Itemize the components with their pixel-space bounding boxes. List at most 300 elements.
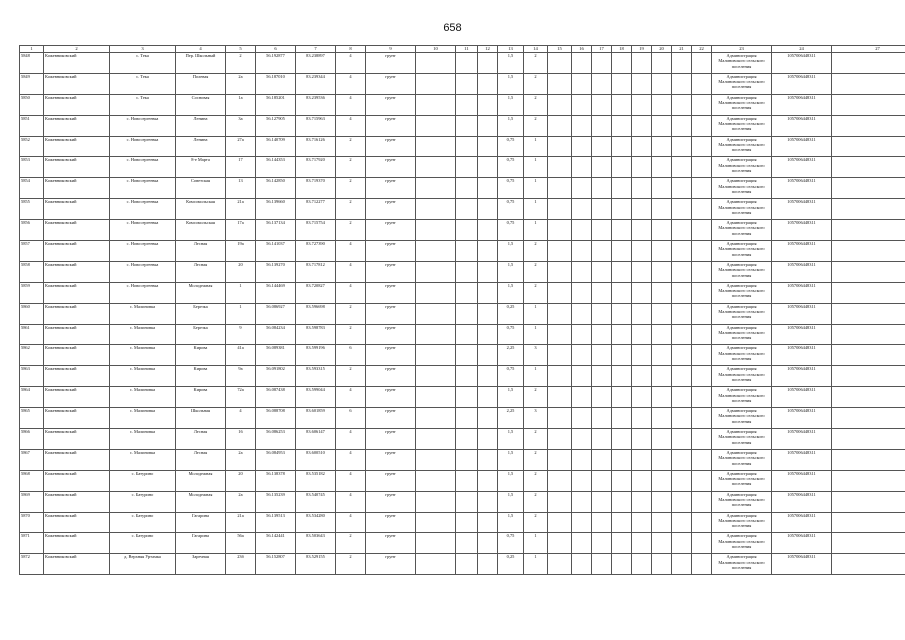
table-body bbox=[20, 53, 905, 575]
locality-cell: с. Тека bbox=[110, 73, 176, 94]
column-number-header: 12 bbox=[478, 46, 498, 53]
empty-cell bbox=[692, 408, 712, 429]
district-cell: Кожевниковский bbox=[44, 136, 110, 157]
empty-cell bbox=[478, 449, 498, 470]
district-cell: Кожевниковский bbox=[44, 387, 110, 408]
district-cell: Кожевниковский bbox=[44, 178, 110, 199]
latitude-cell: 56.084953 bbox=[256, 449, 296, 470]
ogrn-cell: 1057006448311 bbox=[772, 408, 832, 429]
district-cell: Кожевниковский bbox=[44, 199, 110, 220]
empty-cell bbox=[416, 554, 456, 575]
house-cell: 3а bbox=[226, 115, 256, 136]
house-cell: 2а bbox=[226, 449, 256, 470]
area-cell: 1,5 bbox=[498, 429, 524, 450]
owner-cell: Администрация Малиновского сельского поселения bbox=[712, 199, 772, 220]
empty-cell bbox=[416, 324, 456, 345]
empty-cell bbox=[692, 449, 712, 470]
empty-cell bbox=[572, 53, 592, 74]
empty-cell bbox=[478, 157, 498, 178]
street-cell: Молодежная bbox=[176, 470, 226, 491]
column-number-header: 23 bbox=[712, 46, 772, 53]
empty-cell bbox=[832, 261, 905, 282]
empty-cell bbox=[672, 261, 692, 282]
empty-cell bbox=[416, 94, 456, 115]
bins-count-cell: 2 bbox=[524, 53, 548, 74]
empty-cell bbox=[416, 491, 456, 512]
house-cell: 17а bbox=[226, 220, 256, 241]
empty-cell bbox=[478, 387, 498, 408]
empty-cell bbox=[652, 178, 672, 199]
empty-cell bbox=[672, 491, 692, 512]
house-cell: 1 bbox=[226, 303, 256, 324]
bins-count-cell: 3 bbox=[524, 408, 548, 429]
empty-cell bbox=[672, 554, 692, 575]
district-cell: Кожевниковский bbox=[44, 345, 110, 366]
area-cell: 0,75 bbox=[498, 136, 524, 157]
empty-cell bbox=[612, 157, 632, 178]
district-cell: Кожевниковский bbox=[44, 303, 110, 324]
longitude-cell: 83.712277 bbox=[296, 199, 336, 220]
empty-cell bbox=[632, 533, 652, 554]
district-cell: Кожевниковский bbox=[44, 53, 110, 74]
empty-cell bbox=[592, 53, 612, 74]
longitude-cell: 83.720827 bbox=[296, 282, 336, 303]
empty-cell bbox=[572, 73, 592, 94]
column-number-header: 21 bbox=[672, 46, 692, 53]
row-number-cell: 5867 bbox=[20, 449, 44, 470]
ogrn-cell: 1057006448311 bbox=[772, 178, 832, 199]
empty-cell bbox=[652, 345, 672, 366]
ogrn-cell: 1057006448311 bbox=[772, 345, 832, 366]
owner-cell: Администрация Малиновского сельского поселения bbox=[712, 136, 772, 157]
empty-cell bbox=[478, 261, 498, 282]
empty-cell bbox=[456, 429, 478, 450]
empty-cell bbox=[832, 94, 905, 115]
area-cell: 1,5 bbox=[498, 491, 524, 512]
column-number-header: 15 bbox=[548, 46, 572, 53]
column-8-cell: 6 bbox=[336, 345, 366, 366]
latitude-cell: 56.142441 bbox=[256, 533, 296, 554]
latitude-cell: 56.087438 bbox=[256, 387, 296, 408]
empty-cell bbox=[672, 241, 692, 262]
empty-cell bbox=[572, 261, 592, 282]
empty-cell bbox=[612, 470, 632, 491]
empty-cell bbox=[672, 53, 692, 74]
table-row bbox=[20, 53, 905, 74]
empty-cell bbox=[672, 94, 692, 115]
empty-cell bbox=[572, 178, 592, 199]
empty-cell bbox=[632, 261, 652, 282]
ogrn-cell: 1057006448311 bbox=[772, 470, 832, 491]
empty-cell bbox=[456, 282, 478, 303]
empty-cell bbox=[832, 470, 905, 491]
ogrn-cell: 1057006448311 bbox=[772, 387, 832, 408]
empty-cell bbox=[692, 303, 712, 324]
column-8-cell: 2 bbox=[336, 136, 366, 157]
ogrn-cell: 1057006448311 bbox=[772, 282, 832, 303]
row-number-cell: 5871 bbox=[20, 533, 44, 554]
bins-count-cell: 1 bbox=[524, 366, 548, 387]
surface-cell: грунт bbox=[366, 345, 416, 366]
empty-cell bbox=[692, 199, 712, 220]
empty-cell bbox=[612, 303, 632, 324]
ogrn-cell: 1057006448311 bbox=[772, 115, 832, 136]
empty-cell bbox=[478, 115, 498, 136]
district-cell: Кожевниковский bbox=[44, 94, 110, 115]
empty-cell bbox=[692, 115, 712, 136]
street-cell: Гагарина bbox=[176, 512, 226, 533]
owner-cell: Администрация Малиновского сельского поселения bbox=[712, 261, 772, 282]
house-cell: 2а bbox=[226, 73, 256, 94]
empty-cell bbox=[478, 136, 498, 157]
empty-cell bbox=[632, 94, 652, 115]
empty-cell bbox=[478, 345, 498, 366]
longitude-cell: 83.719370 bbox=[296, 178, 336, 199]
bins-count-cell: 1 bbox=[524, 157, 548, 178]
house-cell: 72а bbox=[226, 387, 256, 408]
ogrn-cell: 1057006448311 bbox=[772, 303, 832, 324]
empty-cell bbox=[572, 303, 592, 324]
empty-cell bbox=[592, 533, 612, 554]
district-cell: Кожевниковский bbox=[44, 324, 110, 345]
latitude-cell: 56.142850 bbox=[256, 178, 296, 199]
locality-cell: с. Малиновка bbox=[110, 324, 176, 345]
empty-cell bbox=[478, 220, 498, 241]
surface-cell: грунт bbox=[366, 241, 416, 262]
owner-cell: Администрация Малиновского сельского поселения bbox=[712, 408, 772, 429]
street-cell: Комсомольская bbox=[176, 199, 226, 220]
column-number-row bbox=[20, 46, 905, 53]
owner-cell: Администрация Малиновского сельского поселения bbox=[712, 241, 772, 262]
ogrn-cell: 1057006448311 bbox=[772, 449, 832, 470]
column-8-cell: 2 bbox=[336, 220, 366, 241]
table-row bbox=[20, 491, 905, 512]
street-cell: 8-е Марта bbox=[176, 157, 226, 178]
empty-cell bbox=[592, 408, 612, 429]
house-cell: 1а bbox=[226, 94, 256, 115]
longitude-cell: 83.715963 bbox=[296, 115, 336, 136]
bins-count-cell: 1 bbox=[524, 136, 548, 157]
locality-cell: с. Новосергеевка bbox=[110, 199, 176, 220]
empty-cell bbox=[692, 136, 712, 157]
locality-cell: с. Батурино bbox=[110, 470, 176, 491]
empty-cell bbox=[572, 94, 592, 115]
empty-cell bbox=[652, 220, 672, 241]
empty-cell bbox=[652, 470, 672, 491]
empty-cell bbox=[652, 241, 672, 262]
district-cell: Кожевниковский bbox=[44, 470, 110, 491]
bins-count-cell: 2 bbox=[524, 241, 548, 262]
column-8-cell: 2 bbox=[336, 178, 366, 199]
empty-cell bbox=[548, 491, 572, 512]
row-number-cell: 5857 bbox=[20, 241, 44, 262]
district-cell: Кожевниковский bbox=[44, 241, 110, 262]
district-cell: Кожевниковский bbox=[44, 512, 110, 533]
surface-cell: грунт bbox=[366, 178, 416, 199]
longitude-cell: 83.239536 bbox=[296, 94, 336, 115]
empty-cell bbox=[456, 53, 478, 74]
column-number-header: 27 bbox=[832, 46, 905, 53]
column-number-header: 17 bbox=[592, 46, 612, 53]
column-8-cell: 4 bbox=[336, 449, 366, 470]
bins-count-cell: 1 bbox=[524, 324, 548, 345]
empty-cell bbox=[672, 178, 692, 199]
empty-cell bbox=[456, 136, 478, 157]
longitude-cell: 83.599196 bbox=[296, 345, 336, 366]
empty-cell bbox=[832, 554, 905, 575]
table-row bbox=[20, 73, 905, 94]
empty-cell bbox=[692, 241, 712, 262]
column-number-header: 13 bbox=[498, 46, 524, 53]
empty-cell bbox=[692, 94, 712, 115]
empty-cell bbox=[652, 429, 672, 450]
empty-cell bbox=[632, 115, 652, 136]
table-row bbox=[20, 512, 905, 533]
empty-cell bbox=[692, 429, 712, 450]
table-row bbox=[20, 199, 905, 220]
empty-cell bbox=[592, 387, 612, 408]
column-8-cell: 6 bbox=[336, 408, 366, 429]
owner-cell: Администрация Малиновского сельского поселения bbox=[712, 512, 772, 533]
empty-cell bbox=[832, 491, 905, 512]
empty-cell bbox=[478, 303, 498, 324]
empty-cell bbox=[632, 512, 652, 533]
empty-cell bbox=[416, 408, 456, 429]
empty-cell bbox=[652, 554, 672, 575]
empty-cell bbox=[672, 115, 692, 136]
owner-cell: Администрация Малиновского сельского поселения bbox=[712, 282, 772, 303]
empty-cell bbox=[572, 220, 592, 241]
column-number-header: 5 bbox=[226, 46, 256, 53]
row-number-cell: 5856 bbox=[20, 220, 44, 241]
empty-cell bbox=[478, 408, 498, 429]
house-cell: 23б bbox=[226, 554, 256, 575]
empty-cell bbox=[592, 512, 612, 533]
area-cell: 1,5 bbox=[498, 470, 524, 491]
ogrn-cell: 1057006448311 bbox=[772, 53, 832, 74]
owner-cell: Администрация Малиновского сельского поселения bbox=[712, 157, 772, 178]
empty-cell bbox=[416, 387, 456, 408]
street-cell: Сосновая bbox=[176, 94, 226, 115]
empty-cell bbox=[456, 470, 478, 491]
empty-cell bbox=[478, 282, 498, 303]
empty-cell bbox=[592, 115, 612, 136]
street-cell: Лесная bbox=[176, 429, 226, 450]
empty-cell bbox=[632, 491, 652, 512]
empty-cell bbox=[416, 53, 456, 74]
owner-cell: Администрация Малиновского сельского поселения bbox=[712, 115, 772, 136]
owner-cell: Администрация Малиновского сельского поселения bbox=[712, 491, 772, 512]
empty-cell bbox=[832, 115, 905, 136]
empty-cell bbox=[652, 449, 672, 470]
area-cell: 1,5 bbox=[498, 53, 524, 74]
district-cell: Кожевниковский bbox=[44, 220, 110, 241]
empty-cell bbox=[632, 53, 652, 74]
empty-cell bbox=[592, 324, 612, 345]
district-cell: Кожевниковский bbox=[44, 115, 110, 136]
house-cell: 9а bbox=[226, 366, 256, 387]
empty-cell bbox=[456, 366, 478, 387]
district-cell: Кожевниковский bbox=[44, 366, 110, 387]
empty-cell bbox=[632, 449, 652, 470]
latitude-cell: 56.086927 bbox=[256, 303, 296, 324]
bins-count-cell: 1 bbox=[524, 303, 548, 324]
street-cell: Комсомольская bbox=[176, 220, 226, 241]
latitude-cell: 56.144469 bbox=[256, 282, 296, 303]
house-cell: 27а bbox=[226, 136, 256, 157]
empty-cell bbox=[652, 53, 672, 74]
table-row bbox=[20, 94, 905, 115]
empty-cell bbox=[548, 261, 572, 282]
table-row bbox=[20, 387, 905, 408]
empty-cell bbox=[692, 324, 712, 345]
street-cell: Полевая bbox=[176, 73, 226, 94]
surface-cell: грунт bbox=[366, 554, 416, 575]
empty-cell bbox=[572, 282, 592, 303]
house-cell: 13 bbox=[226, 178, 256, 199]
ogrn-cell: 1057006448311 bbox=[772, 512, 832, 533]
empty-cell bbox=[692, 220, 712, 241]
latitude-cell: 56.140709 bbox=[256, 136, 296, 157]
page-number: 658 bbox=[443, 22, 462, 34]
empty-cell bbox=[548, 324, 572, 345]
locality-cell: с. Малиновка bbox=[110, 345, 176, 366]
latitude-cell: 56.089381 bbox=[256, 345, 296, 366]
column-8-cell: 4 bbox=[336, 73, 366, 94]
area-cell: 0,25 bbox=[498, 554, 524, 575]
empty-cell bbox=[652, 115, 672, 136]
empty-cell bbox=[832, 178, 905, 199]
empty-cell bbox=[652, 73, 672, 94]
area-cell: 1,5 bbox=[498, 282, 524, 303]
owner-cell: Администрация Малиновского сельского поселения bbox=[712, 470, 772, 491]
empty-cell bbox=[632, 554, 652, 575]
empty-cell bbox=[416, 449, 456, 470]
area-cell: 1,5 bbox=[498, 261, 524, 282]
empty-cell bbox=[632, 345, 652, 366]
column-8-cell: 2 bbox=[336, 533, 366, 554]
empty-cell bbox=[652, 533, 672, 554]
column-number-header: 9 bbox=[366, 46, 416, 53]
empty-cell bbox=[456, 449, 478, 470]
street-cell: Кирова bbox=[176, 387, 226, 408]
latitude-cell: 56.084234 bbox=[256, 324, 296, 345]
empty-cell bbox=[456, 303, 478, 324]
empty-cell bbox=[416, 345, 456, 366]
column-number-header: 11 bbox=[456, 46, 478, 53]
empty-cell bbox=[478, 73, 498, 94]
column-number-header: 4 bbox=[176, 46, 226, 53]
ogrn-cell: 1057006448311 bbox=[772, 157, 832, 178]
empty-cell bbox=[832, 53, 905, 74]
empty-cell bbox=[456, 199, 478, 220]
row-number-cell: 5858 bbox=[20, 261, 44, 282]
street-cell: Березка bbox=[176, 324, 226, 345]
longitude-cell: 83.534280 bbox=[296, 512, 336, 533]
empty-cell bbox=[612, 199, 632, 220]
bins-count-cell: 2 bbox=[524, 94, 548, 115]
empty-cell bbox=[548, 387, 572, 408]
empty-cell bbox=[416, 303, 456, 324]
empty-cell bbox=[672, 408, 692, 429]
empty-cell bbox=[612, 73, 632, 94]
empty-cell bbox=[572, 387, 592, 408]
surface-cell: грунт bbox=[366, 533, 416, 554]
empty-cell bbox=[548, 220, 572, 241]
empty-cell bbox=[692, 470, 712, 491]
table-row bbox=[20, 115, 905, 136]
area-cell: 2,25 bbox=[498, 408, 524, 429]
surface-cell: грунт bbox=[366, 94, 416, 115]
surface-cell: грунт bbox=[366, 512, 416, 533]
street-cell: Советская bbox=[176, 178, 226, 199]
house-cell: 21а bbox=[226, 199, 256, 220]
bins-count-cell: 1 bbox=[524, 533, 548, 554]
surface-cell: грунт bbox=[366, 303, 416, 324]
column-number-header: 24 bbox=[772, 46, 832, 53]
row-number-cell: 5870 bbox=[20, 512, 44, 533]
latitude-cell: 56.135239 bbox=[256, 491, 296, 512]
longitude-cell: 83.593315 bbox=[296, 366, 336, 387]
empty-cell bbox=[832, 241, 905, 262]
empty-cell bbox=[612, 387, 632, 408]
empty-cell bbox=[672, 533, 692, 554]
empty-cell bbox=[652, 366, 672, 387]
empty-cell bbox=[456, 324, 478, 345]
empty-cell bbox=[416, 199, 456, 220]
empty-cell bbox=[652, 408, 672, 429]
house-cell: 9 bbox=[226, 324, 256, 345]
surface-cell: грунт bbox=[366, 429, 416, 450]
empty-cell bbox=[692, 345, 712, 366]
empty-cell bbox=[612, 324, 632, 345]
empty-cell bbox=[416, 512, 456, 533]
empty-cell bbox=[612, 115, 632, 136]
ogrn-cell: 1057006448311 bbox=[772, 554, 832, 575]
surface-cell: грунт bbox=[366, 408, 416, 429]
latitude-cell: 56.192877 bbox=[256, 53, 296, 74]
district-cell: Кожевниковский bbox=[44, 533, 110, 554]
house-cell: 17 bbox=[226, 157, 256, 178]
surface-cell: грунт bbox=[366, 73, 416, 94]
area-cell: 1,5 bbox=[498, 73, 524, 94]
owner-cell: Администрация Малиновского сельского поселения bbox=[712, 533, 772, 554]
column-8-cell: 4 bbox=[336, 512, 366, 533]
row-number-cell: 5853 bbox=[20, 157, 44, 178]
empty-cell bbox=[548, 241, 572, 262]
empty-cell bbox=[692, 261, 712, 282]
column-8-cell: 4 bbox=[336, 282, 366, 303]
empty-cell bbox=[478, 94, 498, 115]
surface-cell: грунт bbox=[366, 115, 416, 136]
street-cell: Лесная bbox=[176, 241, 226, 262]
street-cell: Школьная bbox=[176, 408, 226, 429]
empty-cell bbox=[672, 449, 692, 470]
empty-cell bbox=[612, 94, 632, 115]
empty-cell bbox=[672, 136, 692, 157]
latitude-cell: 56.138378 bbox=[256, 470, 296, 491]
empty-cell bbox=[652, 387, 672, 408]
locality-cell: с. Новосергеевка bbox=[110, 261, 176, 282]
surface-cell: грунт bbox=[366, 199, 416, 220]
empty-cell bbox=[692, 73, 712, 94]
empty-cell bbox=[548, 366, 572, 387]
empty-cell bbox=[672, 366, 692, 387]
empty-cell bbox=[456, 554, 478, 575]
longitude-cell: 83.715754 bbox=[296, 220, 336, 241]
empty-cell bbox=[416, 178, 456, 199]
column-number-header: 8 bbox=[336, 46, 366, 53]
